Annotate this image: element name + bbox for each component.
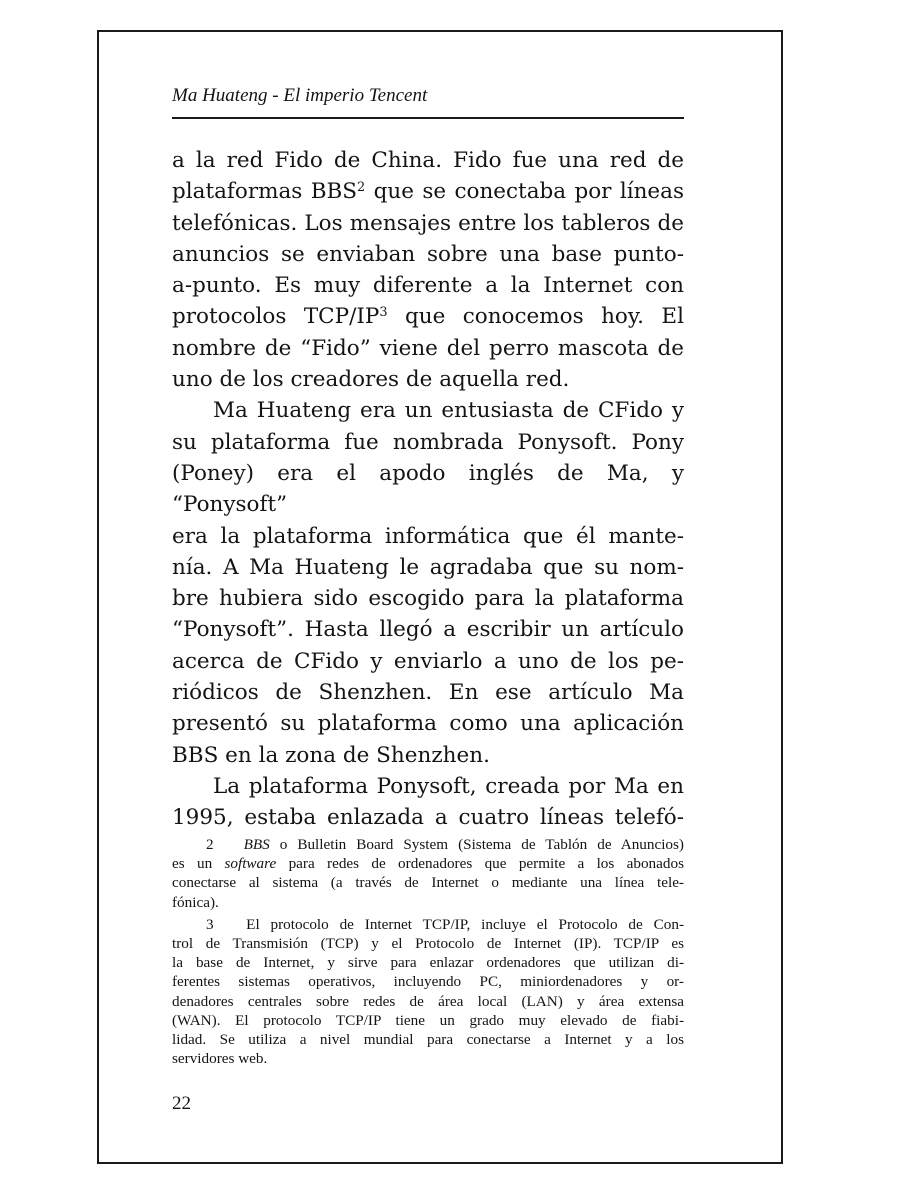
text-line: nombre de “Fido” viene del perro mascota de <box>172 335 684 361</box>
footnote-line: es un software para redes de ordenadores que permite a los abonados <box>172 855 684 873</box>
footnote-ref-2: 2 <box>357 180 366 196</box>
text-line: bre hubiera sido escogido para la plataforma <box>172 586 684 612</box>
body-text <box>172 145 684 834</box>
footnotes <box>172 835 684 1068</box>
footnote-line: trol de Transmisión (TCP) y el Protocolo de Internet (IP). TCP/IP es <box>172 935 684 953</box>
text-line: 1995, estaba enlazada a cuatro líneas telefó- <box>172 805 684 831</box>
footnote-line: fónica). <box>172 893 219 911</box>
text-line: protocolos TCP/$IP^3$ que conocemos hoy. El <box>172 304 684 330</box>
footnote-2 <box>172 835 684 912</box>
footnote-line: conectarse al sistema (a través de Internet o mediante una línea tele- <box>172 874 684 892</box>
paragraph-3 <box>172 771 684 834</box>
book-page <box>97 30 783 1164</box>
text-line: era la plataforma informática que él mante- <box>172 523 684 549</box>
footnote-ref-3: 3 <box>379 305 388 321</box>
footnote-line: denadores centrales sobre redes de área local (LAN) y área extensa <box>172 992 684 1010</box>
text-line: acerca de CFido y enviarlo a uno de los pe- <box>172 648 684 674</box>
footnote-line: la base de Internet, y sirve para enlazar ordenadores que utilizan di- <box>172 954 684 972</box>
text-line: riódicos de Shenzhen. En ese artículo Ma <box>172 680 684 706</box>
footnote-line: lidad. Se utiliza a nivel mundial para conectarse a Internet y a los <box>172 1031 684 1049</box>
footnote-line: 3 El protocolo de Internet TCP/IP, incluye el Protocolo de Con- <box>206 915 685 933</box>
text-line: su plataforma fue nombrada Ponysoft. Pony <box>172 429 684 455</box>
footnote-number: 2 <box>206 836 214 853</box>
footnote-number: 3 <box>206 915 214 933</box>
paragraph-2 <box>172 395 684 771</box>
text-line: nía. A Ma Huateng le agradaba que su nom- <box>172 554 684 580</box>
text-line: telefónicas. Los mensajes entre los tableros de <box>172 210 684 236</box>
text-line: “Ponysoft”. Hasta llegó a escribir un artículo <box>172 617 684 643</box>
footnote-line: 2 BBS o Bulletin Board System (Sistema de Tablón de Anuncios) <box>206 836 684 853</box>
text-line: plataformas BBS$^2$ que se conectaba por líneas <box>172 179 685 205</box>
text-line: La plataforma Ponysoft, creada por Ma en <box>213 773 684 799</box>
text-line: presentó su plataforma como una aplicación <box>172 711 684 737</box>
text-line: Ma Huateng era un entusiasta de CFido y <box>213 398 684 424</box>
page-number: 22 <box>172 1093 191 1114</box>
footnote-line: ferentes sistemas operativos, incluyendo PC, miniordenadores y or- <box>172 973 684 991</box>
text-line: uno de los creadores de aquella red. <box>172 367 570 393</box>
running-head: Ma Huateng - El imperio Tencent <box>172 85 428 106</box>
text-line: a-punto. Es muy diferente a la Internet con <box>172 273 684 299</box>
paragraph-1 <box>172 145 684 395</box>
text-line: (Poney) era el apodo inglés de Ma, y “Ponysoft” <box>172 460 684 518</box>
text-line: BBS en la zona de Shenzhen. <box>172 742 490 768</box>
footnote-3 <box>172 915 684 1069</box>
text-line: anuncios se enviaban sobre una base punto- <box>172 241 684 267</box>
text-line: a la red Fido de China. Fido fue una red de <box>172 148 684 173</box>
footnote-line: servidores web. <box>172 1050 268 1068</box>
header-rule <box>172 117 684 119</box>
footnote-line: (WAN). El protocolo TCP/IP tiene un grado muy elevado de fiabi- <box>172 1011 684 1029</box>
